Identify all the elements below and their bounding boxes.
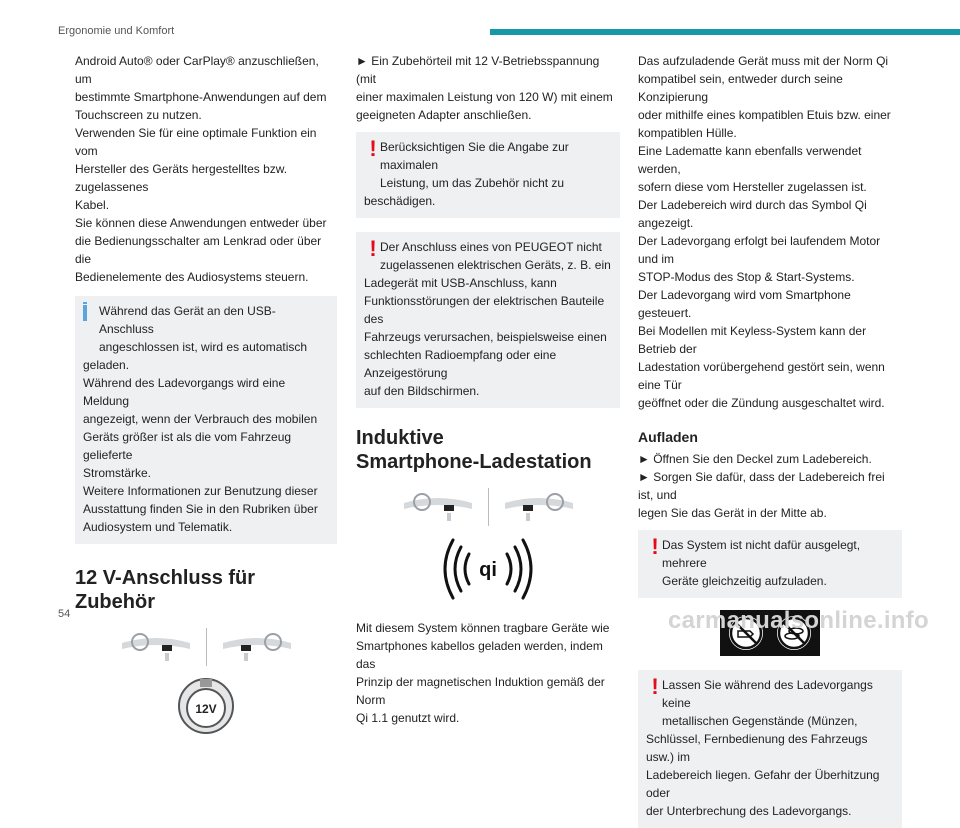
note-line: Der Anschluss eines von PEUGEOT nicht [380, 240, 602, 254]
note-line: Leistung, um das Zubehör nicht zu [380, 176, 565, 190]
qi-wireless-icon [433, 534, 543, 604]
text-line: Qi 1.1 genutzt wird. [356, 711, 460, 725]
info-icon-bar [83, 305, 87, 321]
text-line: Eine Ladematte kann ebenfalls verwendet werden, [638, 144, 862, 176]
note-line: der Unterbrechung des Ladevorgangs. [646, 804, 852, 818]
text-line: legen Sie das Gerät in der Mitte ab. [638, 506, 827, 520]
note-line: Lassen Sie während des Ladevorgangs keine [662, 678, 873, 710]
dashboard-illustration [356, 488, 620, 526]
note-line: Audiosystem und Telematik. [83, 520, 233, 534]
text-line: Sie können diese Anwendungen entweder über [75, 216, 327, 230]
text-line: Bedienelemente des Audiosystems steuern. [75, 270, 309, 284]
text-line: die Bedienungsschalter am Lenkrad oder über die [75, 234, 322, 266]
column-2 [356, 52, 620, 727]
note-line: beschädigen. [364, 194, 436, 208]
info-note [75, 296, 337, 544]
warning-icon: ! [651, 674, 659, 699]
note-line: Fahrzeugs verursachen, beispielsweise einen [364, 330, 607, 344]
warning-icon: ! [651, 534, 659, 559]
section-title-12v: 12 V-Anschluss für Zubehör [75, 567, 256, 613]
qi-requirements-text [638, 52, 902, 412]
charging-steps [638, 450, 902, 522]
note-line: Während des Ladevorgangs wird eine Meldung [83, 376, 286, 408]
note-line: Während das Gerät an den USB-Anschluss [99, 304, 276, 336]
note-line: Ausstattung finden Sie in den Rubriken über [83, 502, 318, 516]
text-line: Der Ladebereich wird durch das Symbol Qi angezeigt. [638, 198, 867, 230]
note-line: angeschlossen ist, wird es automatisch [99, 340, 308, 354]
dashboard-right-icon [221, 631, 293, 663]
warning-icon: ! [369, 236, 377, 261]
watermark: carmanualsonline.info [668, 607, 930, 634]
text-line: Prinzip der magnetischen Induktion gemäß der Norm [356, 675, 605, 707]
text-line: geeigneten Adapter anschließen. [356, 108, 532, 122]
note-line: Weitere Informationen zur Benutzung dieser [83, 484, 318, 498]
warning-note-metal [638, 670, 902, 828]
accessory-bullet [356, 52, 620, 124]
text-line: kompatiblen Hülle. [638, 126, 737, 140]
title-line: Smartphone-Ladestation [356, 451, 592, 473]
note-line: Stromstärke. [83, 466, 152, 480]
warning-note-multiple [638, 530, 902, 598]
text-line: sofern diese vom Hersteller zugelassen ist. [638, 180, 867, 194]
note-line: schlechten Radioempfang oder eine Anzeigestörung [364, 348, 557, 380]
subheading-aufladen: Aufladen [638, 429, 698, 445]
text-line: Bei Modellen mit Keyless-System kann der Betrieb der [638, 324, 867, 356]
text-line: Das aufzuladende Gerät muss mit der Norm Qi [638, 54, 889, 68]
chapter-title: Ergonomie und Komfort [58, 25, 175, 37]
text-line: STOP-Modus des Stop & Start-Systems. [638, 270, 855, 284]
column-1 [75, 52, 337, 741]
note-line: Ladegerät mit USB-Anschluss, kann [364, 276, 557, 290]
column-3 [638, 52, 902, 828]
warning-note-power [356, 132, 620, 218]
dashboard-right-icon [503, 491, 575, 523]
intro-text [75, 52, 337, 286]
dashboard-left-icon [402, 491, 474, 523]
text-line: ► Öffnen Sie den Deckel zum Ladebereich. [638, 452, 872, 466]
qi-illustration [356, 534, 620, 609]
text-line: kompatibel sein, entweder durch seine Konzipierung [638, 72, 843, 104]
text-line: Touchscreen zu nutzen. [75, 108, 202, 122]
text-line: oder mithilfe eines kompatiblen Etuis bzw. einer [638, 108, 891, 122]
note-line: geladen. [83, 358, 130, 372]
note-line: Geräte gleichzeitig aufzuladen. [662, 574, 827, 588]
text-line: geöffnet oder die Zündung ausgeschaltet wird. [638, 396, 885, 410]
text-line: Mit diesem System können tragbare Geräte wie [356, 621, 610, 635]
note-line: Geräts größer ist als die vom Fahrzeug gelieferte [83, 430, 292, 462]
socket-label: 12V [195, 702, 217, 716]
note-line: metallischen Gegenstände (Münzen, [662, 714, 858, 728]
text-line: ► Sorgen Sie dafür, dass der Ladebereich frei ist, und [638, 470, 885, 502]
chapter-accent-bar [490, 29, 960, 35]
note-line: Berücksichtigen Sie die Angabe zur maximalen [380, 140, 569, 172]
text-line: Hersteller des Geräts hergestelltes bzw. zugelassenes [75, 162, 288, 194]
section-title-induction [356, 426, 620, 474]
note-line: angezeigt, wenn der Verbrauch des mobilen [83, 412, 318, 426]
page-number: 54 [58, 608, 71, 620]
text-line: Android Auto® oder CarPlay® anzuschließen, um [75, 54, 319, 86]
induction-text [356, 619, 620, 727]
warning-icon: ! [369, 136, 377, 161]
text-line: bestimmte Smartphone-Anwendungen auf dem [75, 90, 327, 104]
text-line: Der Ladevorgang erfolgt bei laufendem Motor und im [638, 234, 881, 266]
divider [488, 488, 489, 526]
title-line: Induktive [356, 427, 444, 449]
info-icon [83, 302, 87, 304]
note-line: Funktionsstörungen der elektrischen Bauteile des [364, 294, 605, 326]
12v-socket-icon [176, 676, 236, 736]
text-line: Smartphones kabellos geladen werden, indem das [356, 639, 603, 671]
qi-label: qi [479, 559, 497, 581]
text-line: ► Ein Zubehörteil mit 12 V-Betriebsspannung (mit [356, 54, 600, 86]
note-line: Das System ist nicht dafür ausgelegt, mehrere [662, 538, 861, 570]
text-line: Der Ladevorgang wird vom Smartphone gesteuert. [638, 288, 851, 320]
divider [206, 628, 207, 666]
dashboard-left-icon [120, 631, 192, 663]
warning-note-peugeot [356, 232, 620, 408]
socket-illustration [75, 676, 337, 741]
text-line: Ladestation vorübergehend gestört sein, wenn eine Tür [638, 360, 885, 392]
note-line: zugelassenen elektrischen Geräts, z. B. ein [380, 258, 611, 272]
text-line: Kabel. [75, 198, 110, 212]
note-line: auf den Bildschirmen. [364, 384, 480, 398]
text-line: Verwenden Sie für eine optimale Funktion ein vom [75, 126, 317, 158]
note-line: Ladebereich liegen. Gefahr der Überhitzung oder [646, 768, 880, 800]
text-line: einer maximalen Leistung von 120 W) mit einem [356, 90, 613, 104]
dashboard-illustration [75, 628, 337, 666]
note-line: Schlüssel, Fernbedienung des Fahrzeugs usw.) im [646, 732, 868, 764]
